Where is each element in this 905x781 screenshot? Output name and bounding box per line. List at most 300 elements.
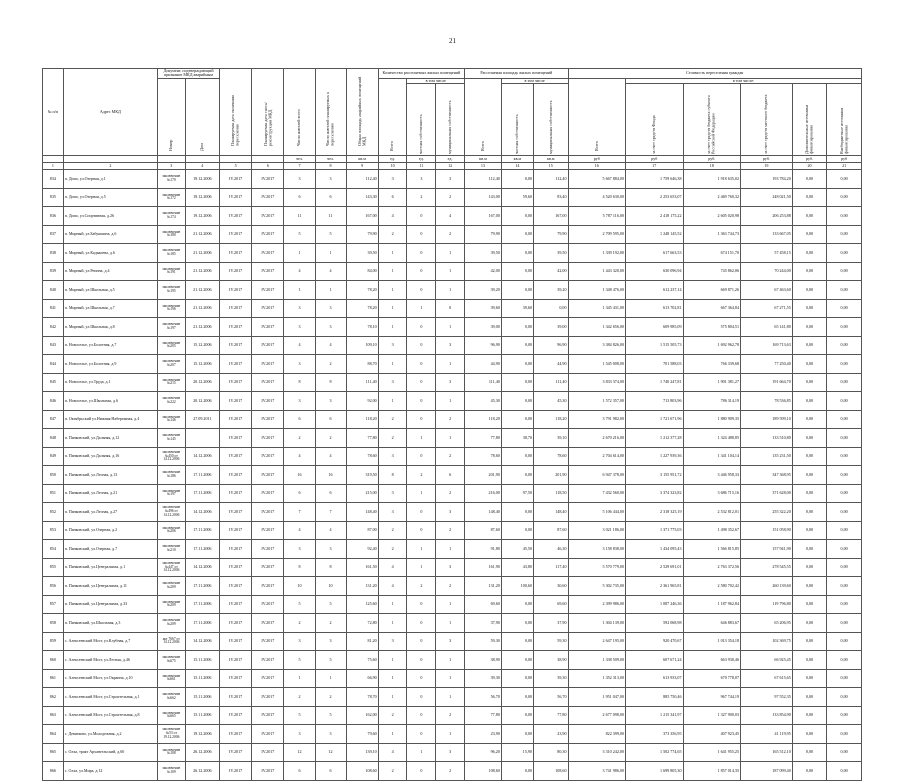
cost-total-cell: 7 432 560,00 [568, 484, 626, 503]
cost-extra-cell: 0,00 [792, 725, 827, 744]
rooms-total-cell: 2 [378, 521, 407, 540]
plan-demolition-cell: IV.2017 [252, 688, 284, 707]
area-municipal-cell: 167,00 [533, 207, 568, 226]
header-address: Адрес МКД [63, 69, 157, 156]
area-total-cell: 91,80 [465, 540, 502, 559]
doc-number-cell: заключение №447 от 14.12.2006 [157, 558, 185, 577]
row-number-cell: 857 [43, 595, 64, 614]
area-municipal-cell: 45,30 [533, 392, 568, 411]
rooms-private-cell: 0 [407, 225, 436, 244]
total-area-cell: 81,20 [346, 632, 378, 651]
rooms-private-cell: 0 [407, 503, 436, 522]
cost-extra-cell: 0,00 [792, 503, 827, 522]
cost-unplanned-cell: 0,00 [827, 207, 862, 226]
doc-number-cell: заключение №207 [157, 355, 185, 374]
total-area-cell: 78,20 [346, 281, 378, 300]
cost-local-cell: 278 545,55 [741, 558, 793, 577]
residents-plan-cell: 3 [315, 392, 346, 411]
area-municipal-cell: 30,60 [533, 577, 568, 596]
cost-unplanned-cell: 0,00 [827, 725, 862, 744]
total-area-cell: 78,60 [346, 447, 378, 466]
column-number-cell: 2 [63, 163, 157, 170]
column-number-cell: 16 [568, 163, 626, 170]
plan-demolition-cell: IV.2017 [252, 651, 284, 670]
plan-demolition-cell: IV.2017 [252, 170, 284, 189]
area-municipal-cell: 39,00 [533, 318, 568, 337]
cost-subject-cell: 1 880 909,35 [683, 410, 741, 429]
plan-demolition-cell: IV.2017 [252, 336, 284, 355]
rooms-total-cell: 1 [378, 299, 407, 318]
cost-total-cell: 5 106 444,00 [568, 503, 626, 522]
table-row [43, 484, 862, 503]
rooms-private-cell: 0 [407, 336, 436, 355]
area-municipal-cell: 46,30 [533, 540, 568, 559]
area-total-cell: 143,00 [465, 188, 502, 207]
table-row [43, 410, 862, 429]
rooms-total-cell: 1 [378, 244, 407, 263]
cost-total-cell: 3 310 242,00 [568, 743, 626, 762]
area-total-cell: 131,20 [465, 577, 502, 596]
residents-plan-cell: 16 [315, 466, 346, 485]
column-number-cell: 12 [436, 163, 465, 170]
cost-unplanned-cell: 0,00 [827, 170, 862, 189]
residents-plan-cell: 4 [315, 521, 346, 540]
table-row [43, 355, 862, 374]
plan-demolition-cell: IV.2017 [252, 225, 284, 244]
cost-extra-cell: 0,00 [792, 318, 827, 337]
cost-fund-cell: 617 663,53 [626, 244, 684, 263]
total-area-cell: 92,40 [346, 540, 378, 559]
plan-end-cell: IV.2017 [220, 632, 252, 651]
rooms-total-cell: 1 [378, 392, 407, 411]
address-cell: п. Панковский, ул.Дальняя, д.16 [63, 447, 157, 466]
residents-cell: 4 [284, 447, 315, 466]
rooms-total-cell: 2 [378, 540, 407, 559]
doc-date-cell: 14.12.2006 [185, 447, 220, 466]
address-cell: с. Алексеевский Мост, ул.Окраина, д.10 [63, 669, 157, 688]
cost-fund-cell: 1 515 505,73 [626, 336, 684, 355]
cost-subject-cell: 1 641 955,25 [683, 743, 741, 762]
column-number-cell: 19 [741, 163, 793, 170]
doc-date-cell: 15.12.2006 [185, 355, 220, 374]
cost-total-cell: 1 304 139,00 [568, 614, 626, 633]
rooms-private-cell: 0 [407, 725, 436, 744]
table-row [43, 188, 862, 207]
plan-demolition-cell: IV.2017 [252, 669, 284, 688]
table-row [43, 614, 862, 633]
doc-date-cell: 17.11.2006 [185, 595, 220, 614]
header-cost-incl: в том числе: [626, 78, 862, 83]
cost-extra-cell: 0,00 [792, 225, 827, 244]
row-number-cell: 838 [43, 244, 64, 263]
rooms-private-cell: 1 [407, 540, 436, 559]
address-cell: п. Мирный, ул.Школьная, д.5 [63, 281, 157, 300]
total-area-cell: 215,00 [346, 484, 378, 503]
doc-date-cell: 15.11.2006 [185, 651, 220, 670]
cost-subject-cell: 667 364,84 [683, 299, 741, 318]
total-area-cell: 131,20 [346, 577, 378, 596]
area-private-cell: 0,00 [501, 651, 533, 670]
cost-total-cell: 3 384 826,00 [568, 336, 626, 355]
doc-date-cell: 17.11.2006 [185, 466, 220, 485]
doc-date-cell: 27.09.2011 [185, 410, 220, 429]
cost-fund-cell: 612 237,14 [626, 281, 684, 300]
plan-demolition-cell: IV.2017 [252, 281, 284, 300]
area-private-cell: 100,60 [501, 577, 533, 596]
plan-end-cell: IV.2017 [220, 651, 252, 670]
rooms-total-cell: 1 [378, 262, 407, 281]
column-number-cell: 5 [220, 163, 252, 170]
area-total-cell: 118,20 [465, 410, 502, 429]
cost-subject-cell: 407 923,45 [683, 725, 741, 744]
cost-local-cell: 193 784,20 [741, 170, 793, 189]
area-private-cell: 0,00 [501, 207, 533, 226]
address-cell: п. Дипо, ул.Спортивная, д.26 [63, 207, 157, 226]
area-private-cell: 0,00 [501, 336, 533, 355]
area-municipal-cell: 118,50 [533, 484, 568, 503]
cost-fund-cell: 1 699 805,30 [626, 762, 684, 781]
cost-total-cell: 1 348 476,00 [568, 281, 626, 300]
address-cell: п. Панковский, ул.Центральная, д.11 [63, 577, 157, 596]
residents-cell: 3 [284, 355, 315, 374]
table-row [43, 521, 862, 540]
cost-unplanned-cell: 0,00 [827, 669, 862, 688]
cost-fund-cell: 373 356,95 [626, 725, 684, 744]
rooms-municipal-cell: 1 [436, 669, 465, 688]
area-total-cell: 37,90 [465, 614, 502, 633]
rooms-total-cell: 2 [378, 706, 407, 725]
area-private-cell: 15,90 [501, 743, 533, 762]
residents-plan-cell: 2 [315, 429, 346, 448]
cost-extra-cell: 0,00 [792, 207, 827, 226]
header-cost-total: Всего [593, 141, 599, 152]
table-row [43, 762, 862, 781]
doc-date-cell: 26.12.2006 [185, 743, 220, 762]
area-private-cell: 0,00 [501, 410, 533, 429]
area-municipal-cell: 59,30 [533, 632, 568, 651]
doc-number-cell: заключение №53 от 19.12.2006 [157, 725, 185, 744]
rooms-municipal-cell: 2 [436, 521, 465, 540]
row-number-cell: 854 [43, 540, 64, 559]
area-total-cell: 161,90 [465, 558, 502, 577]
residents-cell: 8 [284, 558, 315, 577]
rooms-total-cell: 4 [378, 743, 407, 762]
row-number-cell: 853 [43, 521, 64, 540]
area-municipal-cell: 87,60 [533, 521, 568, 540]
header-doc-date: Дата [199, 143, 205, 152]
cost-unplanned-cell: 0,00 [827, 706, 862, 725]
cost-unplanned-cell: 0,00 [827, 614, 862, 633]
residents-plan-cell: 5 [315, 651, 346, 670]
residents-plan-cell: 12 [315, 743, 346, 762]
address-cell: п. Панковский, ул.Центральная, д.33 [63, 595, 157, 614]
area-total-cell: 77,80 [465, 706, 502, 725]
plan-demolition-cell: IV.2017 [252, 484, 284, 503]
rooms-private-cell: 0 [407, 521, 436, 540]
address-cell: п. Октябрьский ул.Нижняя Набережная, д.4 [63, 410, 157, 429]
cost-fund-cell: 2 253 653,07 [626, 188, 684, 207]
cost-fund-cell: 2 318 325,19 [626, 503, 684, 522]
column-number-cell: 4 [185, 163, 220, 170]
cost-local-cell: 78 536,85 [741, 392, 793, 411]
header-rooms-incl: в том числе [407, 78, 465, 83]
column-number-cell: 1 [43, 163, 64, 170]
area-municipal-cell: 69,60 [533, 595, 568, 614]
total-area-cell: 75,60 [346, 651, 378, 670]
column-numbers-row [43, 163, 862, 170]
total-area-cell: 167,00 [346, 207, 378, 226]
row-number-cell: 852 [43, 503, 64, 522]
cost-extra-cell: 0,00 [792, 188, 827, 207]
unit-cell: ед. [378, 156, 407, 163]
cost-local-cell: 65 206,95 [741, 614, 793, 633]
cost-subject-cell: 1 324 488,85 [683, 429, 741, 448]
table-row [43, 373, 862, 392]
row-number-cell: 864 [43, 725, 64, 744]
cost-total-cell: 5 570 779,00 [568, 558, 626, 577]
residents-cell: 3 [284, 170, 315, 189]
cost-total-cell: 2 670 216,00 [568, 429, 626, 448]
plan-end-cell: IV.2017 [220, 225, 252, 244]
doc-number-cell: заключение №197 [157, 318, 185, 337]
cost-extra-cell: 0,00 [792, 614, 827, 633]
cost-unplanned-cell: 0,00 [827, 762, 862, 781]
doc-number-cell: заключение №206 [157, 521, 185, 540]
cost-unplanned-cell: 0,00 [827, 743, 862, 762]
cost-total-cell: 3 791 982,00 [568, 410, 626, 429]
plan-demolition-cell: IV.2017 [252, 577, 284, 596]
plan-end-cell: IV.2017 [220, 558, 252, 577]
area-private-cell: 0,00 [501, 262, 533, 281]
row-number-cell: 851 [43, 484, 64, 503]
unit-cell [220, 156, 252, 163]
area-total-cell: 96,90 [465, 336, 502, 355]
rooms-private-cell: 0 [407, 355, 436, 374]
plan-demolition-cell: IV.2017 [252, 447, 284, 466]
residents-cell: 5 [284, 706, 315, 725]
area-private-cell: 0,00 [501, 447, 533, 466]
column-number-cell: 14 [501, 163, 533, 170]
header-residents-plan: Число жителей планируемых к переселению [325, 92, 335, 147]
rooms-total-cell: 2 [378, 410, 407, 429]
doc-number-cell: заключение №197 [157, 484, 185, 503]
total-area-cell: 111,40 [346, 373, 378, 392]
rooms-private-cell: 0 [407, 207, 436, 226]
residents-plan-cell: 7 [315, 503, 346, 522]
cost-fund-cell: 1 434 095,43 [626, 540, 684, 559]
column-number-cell: 11 [407, 163, 436, 170]
area-municipal-cell: 42,00 [533, 262, 568, 281]
doc-date-cell: 19.12.2006 [185, 188, 220, 207]
total-area-cell: 139,10 [346, 743, 378, 762]
unit-cell [185, 156, 220, 163]
doc-date-cell: 14.12.2006 [185, 503, 220, 522]
rooms-private-cell: 0 [407, 632, 436, 651]
residents-plan-cell: 10 [315, 577, 346, 596]
header-area-private: частная собственность [514, 114, 520, 154]
rooms-municipal-cell: 1 [436, 651, 465, 670]
doc-date-cell: 20.12.2006 [185, 392, 220, 411]
doc-number-cell: заключение №172 [157, 188, 185, 207]
total-area-cell: 79,60 [346, 725, 378, 744]
plan-end-cell: IV.2017 [220, 410, 252, 429]
address-cell: с. Олха, тракт Архангельский, д.60 [63, 743, 157, 762]
plan-end-cell: IV.2017 [220, 725, 252, 744]
header-extra: Дополнительные источники финансирования [804, 104, 814, 154]
cost-total-cell: 2 399 986,00 [568, 595, 626, 614]
table-row [43, 725, 862, 744]
total-area-cell: 72,80 [346, 614, 378, 633]
cost-extra-cell: 0,00 [792, 743, 827, 762]
cost-unplanned-cell: 0,00 [827, 521, 862, 540]
area-private-cell: 0,00 [501, 521, 533, 540]
doc-number-cell: заключение №186 [157, 466, 185, 485]
address-cell: п. Панковский, ул.Лесная, д.13 [63, 466, 157, 485]
total-area-cell: 162,00 [346, 706, 378, 725]
cost-subject-cell: 2 763 372,56 [683, 558, 741, 577]
residents-cell: 2 [284, 429, 315, 448]
table-row [43, 318, 862, 337]
row-number-cell: 835 [43, 188, 64, 207]
cost-fund-cell: 920 470,67 [626, 632, 684, 651]
cost-subject-cell: 670 778,07 [683, 669, 741, 688]
cost-local-cell: 119 796,80 [741, 595, 793, 614]
doc-date-cell: 17.11.2006 [185, 614, 220, 633]
cost-extra-cell: 0,00 [792, 669, 827, 688]
rooms-municipal-cell: 1 [436, 614, 465, 633]
doc-date-cell: 15.12.2006 [185, 336, 220, 355]
plan-end-cell: IV.2017 [220, 614, 252, 633]
rooms-total-cell: 1 [378, 669, 407, 688]
header-doc-number: Номер [168, 139, 174, 152]
residents-plan-cell: 5 [315, 595, 346, 614]
cost-local-cell: 57 458,15 [741, 244, 793, 263]
cost-subject-cell: 1 013 354,18 [683, 632, 741, 651]
plan-demolition-cell: IV.2017 [252, 318, 284, 337]
cost-extra-cell: 0,00 [792, 299, 827, 318]
address-cell: п. Новоселье, ул.Болотная, д.7 [63, 336, 157, 355]
area-total-cell: 56,70 [465, 688, 502, 707]
row-number-cell: 840 [43, 281, 64, 300]
cost-subject-cell: 646 883,67 [683, 614, 741, 633]
residents-cell: 3 [284, 725, 315, 744]
cost-subject-cell: 1 918 635,02 [683, 170, 741, 189]
cost-total-cell: 3 833 374,00 [568, 373, 626, 392]
rooms-total-cell: 4 [378, 577, 407, 596]
rooms-private-cell: 0 [407, 762, 436, 781]
area-private-cell: 0,00 [501, 170, 533, 189]
cost-unplanned-cell: 0,00 [827, 484, 862, 503]
plan-demolition-cell: IV.2017 [252, 725, 284, 744]
plan-demolition-cell: IV.2017 [252, 558, 284, 577]
area-private-cell: 0,00 [501, 614, 533, 633]
address-cell: п. Новоселье, ул.Труда, д.1 [63, 373, 157, 392]
area-municipal-cell: 112,40 [533, 170, 568, 189]
unit-cell: чел. [315, 156, 346, 163]
area-municipal-cell: 0,00 [533, 299, 568, 318]
total-area-cell: 78,20 [346, 299, 378, 318]
residents-plan-cell: 3 [315, 318, 346, 337]
address-cell: п. Панковский, ул.Дальняя, д.12 [63, 429, 157, 448]
doc-date-cell: 17.11.2006 [185, 484, 220, 503]
unit-cell [43, 156, 64, 163]
rooms-municipal-cell: 0 [436, 299, 465, 318]
address-cell: п. Мирный, ул.Репина, д.4 [63, 262, 157, 281]
cost-total-cell: 5 302 735,00 [568, 577, 626, 596]
plan-demolition-cell: IV.2017 [252, 521, 284, 540]
cost-subject-cell: 967 744,19 [683, 688, 741, 707]
cost-extra-cell: 0,00 [792, 355, 827, 374]
cost-local-cell: 151 058,90 [741, 521, 793, 540]
table-header [43, 69, 862, 170]
plan-end-cell: IV.2017 [220, 207, 252, 226]
rooms-private-cell: 0 [407, 614, 436, 633]
doc-number-cell: заключение №109 [157, 762, 185, 781]
cost-subject-cell: 2 532 812,01 [683, 503, 741, 522]
rooms-private-cell: 0 [407, 595, 436, 614]
cost-local-cell: 260 139,60 [741, 577, 793, 596]
cost-extra-cell: 0,00 [792, 429, 827, 448]
area-private-cell: 39,60 [501, 299, 533, 318]
total-area-cell: 88,70 [346, 355, 378, 374]
cost-total-cell: 2 647 195,00 [568, 632, 626, 651]
cost-subject-cell: 1 363 744,73 [683, 225, 741, 244]
cost-subject-cell: 663 930,46 [683, 651, 741, 670]
rooms-private-cell: 1 [407, 299, 436, 318]
doc-number-cell: заключение №210 [157, 540, 185, 559]
cost-extra-cell: 0,00 [792, 392, 827, 411]
doc-number-cell: заключение №185 [157, 244, 185, 263]
plan-end-cell: IV.2017 [220, 595, 252, 614]
area-total-cell: 108,60 [465, 762, 502, 781]
residents-cell: 4 [284, 262, 315, 281]
plan-end-cell: IV.2017 [220, 244, 252, 263]
area-total-cell: 39,60 [465, 299, 502, 318]
cost-local-cell: 97 552,35 [741, 688, 793, 707]
address-cell: п. Панковский, ул.Лесная, д.21 [63, 484, 157, 503]
table-row [43, 466, 862, 485]
plan-end-cell: IV.2017 [220, 484, 252, 503]
rooms-private-cell: 0 [407, 318, 436, 337]
table-row [43, 669, 862, 688]
rooms-total-cell: 8 [378, 466, 407, 485]
rooms-municipal-cell: 2 [436, 188, 465, 207]
column-number-cell: 7 [284, 163, 315, 170]
total-area-cell: 92,00 [346, 392, 378, 411]
doc-number-cell: заключение №205 [157, 336, 185, 355]
address-cell: с. Алексеевский Мост, ул.Клубная, д.7 [63, 632, 157, 651]
cost-local-cell: 187 099,40 [741, 762, 793, 781]
rooms-municipal-cell: 3 [436, 558, 465, 577]
table-row [43, 632, 862, 651]
residents-plan-cell: 3 [315, 299, 346, 318]
table-row [43, 225, 862, 244]
rooms-municipal-cell: 1 [436, 725, 465, 744]
unit-cell: руб. [792, 156, 827, 163]
rooms-private-cell: 0 [407, 651, 436, 670]
cost-fund-cell: 1 502 774,65 [626, 743, 684, 762]
area-total-cell: 39,20 [465, 281, 502, 300]
total-area-cell: 109,10 [346, 336, 378, 355]
cost-subject-cell: 766 339,68 [683, 355, 741, 374]
doc-date-cell: 26.12.2006 [185, 762, 220, 781]
address-cell: п. Мирный, ул.Школьная, д.7 [63, 299, 157, 318]
doc-date-cell: 14.12.2006 [185, 558, 220, 577]
row-number-cell: 850 [43, 466, 64, 485]
rooms-municipal-cell: 2 [436, 225, 465, 244]
rooms-total-cell: 4 [378, 207, 407, 226]
cost-subject-cell: 1 692 962,78 [683, 336, 741, 355]
